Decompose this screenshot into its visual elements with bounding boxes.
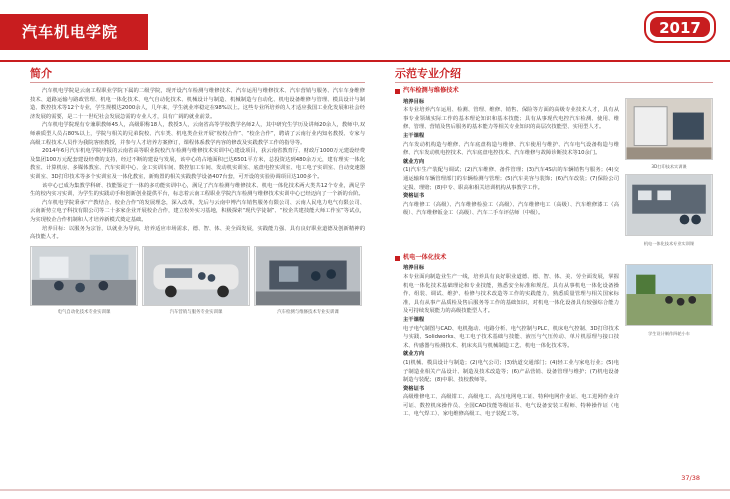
bullet-square-icon: [395, 89, 400, 94]
program-certs: 汽车维修工（高级）、汽车维修检验工（高级）、汽车维修电工（高级）、汽车维修漆工（高级）、汽车维修钣金工（高级）、汽车二手车评估师（中级）。: [403, 201, 619, 217]
section-divider: [395, 82, 713, 83]
label-goal: 培养目标: [403, 265, 425, 272]
college-title: 汽车机电学院: [22, 23, 119, 41]
intro-paragraph: 汽车机电学院现有专兼职教师45人，高级职称18人，教授3人，云南省高等学校教学名师2人，其中研究生学历及讲师20余人，教师中,双师素质型人员占80%以上，学院与相关的兄弟院校、汽车类、机电类企业开展“校校合作”、“校企合作”，聘请了云南行业内知名教授、专家与高级工程技术人员作为我院客座教授，并参与人才培养方案修订，课程体系教学内容的修改及实践教学工作的指导等。: [30, 122, 365, 146]
intro-paragraph: 2014年6月汽车机电学院申报的云南省高等职业院校汽车检测与维修技术实训中心建设项目，获云南省教育厅、财政厅1000万元建设经费及集团100万元配套建设经费的支持，经过不断的建设与发展，该中心的占地面积已达6501平方米，总投资达到480余万元，建有理实一体化教室、计算机房、多媒体教室、汽车实训中心、金工实训车间、数控加工车间、发动机实训室、底盘电控实训室、电工电子实训室、自动变速器实训室、3D打印技术等多个实训室及一体化教室，新购置的相关实践教学设备407台套，可开设的实验协调项目达100多个。: [30, 148, 365, 180]
badge-year: 2017: [659, 19, 701, 37]
lab-photo: [625, 98, 713, 160]
outdoor-photo: [625, 264, 713, 326]
program-jobs: (1)机械、模具设计与制造；(2)电气公司；(3)轨道交通部门；(4)轻工业与家电行业；(5)电子制造业相关产品设计、制造及技术改造等；(6)产品营销、设备管理与维护；(7)机电设备制造与装配；(8)中职、技校教师等。: [403, 359, 619, 384]
footer-divider: [0, 489, 730, 491]
label-certs: 资格证书: [403, 193, 425, 200]
header-divider: [0, 60, 730, 62]
label-certs: 资格证书: [403, 385, 425, 392]
classroom-photo: [254, 246, 362, 306]
program-certs: 高级维修电工、高级钳工、高级电工、高压电网电工证、特种电网作业证、电工进网作业许可证、数控机床操作员、全国CAD技能等级证书、电气设备安装工程师、特种操作证（电工、电气焊工）、家电维修高级工、电子装配工等。: [403, 394, 619, 418]
photo-caption: 机电一体化技术专业实训课: [643, 240, 695, 246]
program-auto-repair: [395, 98, 713, 251]
page-header: [0, 0, 730, 70]
program-goal: 本专业培养汽车运用、检测、管理、维修、销售、保险等方面的高级专业技术人才，具有从事专业领域实际工作的基本理论知识和基本技能；具有从事现代电控汽车检测、使用、维修、管理、营销及售后服务的基本能力等相关专业知识的高层次技能型、实用型人才。: [403, 107, 619, 131]
program-text: [395, 98, 619, 251]
intro-paragraph: 汽车机电学院秉承“产教结合、校企合作”的发展理念，深入改革，先后与云南中博汽车销售服务有限公司、云南人民电力电气有限公司、云南新势立电子科技有限公司等二十多家企业开展校企合作，建立校外实习基地，积极探索“现代学徒制”、“校企共建技能大师工作室”等试点，为实现校企合作机制和人才培养新模式奠定基础。: [30, 199, 365, 223]
label-goal: 培养目标: [403, 98, 425, 105]
label-jobs: 就业方向: [403, 351, 425, 358]
program-heading: [395, 254, 713, 263]
photo-electrical: [30, 246, 138, 317]
program-courses: 电子电气制图与CAD、电机拖动、电路分析、电气控制与PLC、机床电气控制、3D打印技术与实践、Solidworks、电工电子技术基础与技能、液压与气压传动、单片机原理与接口技术、传感器与检测技术、机床夹具与机械制造工艺、机电一体化技术等。: [403, 325, 619, 349]
bullet-square-icon: [395, 256, 400, 261]
intro-paragraph: 该中心已成为集教学科研、技能鉴定于一体的多功能实训中心，满足了汽车检测与维修技术、机电一体化技术两大类共12个专业，满足学生的校内实习实训，为学生的实践动手和创新创业提供平台，标志着云南工程职业学院汽车检测与维修技术实训中心已经迈向了一个新的台阶。: [30, 182, 365, 198]
photo-caption: 汽车检测与维修技术专业实训课: [277, 310, 339, 316]
classroom-photo: [30, 246, 138, 306]
program-photos: [625, 264, 713, 419]
program-name: 机电一体化技术: [403, 253, 447, 261]
lab-photo: [625, 174, 713, 236]
program-photos: [625, 98, 713, 251]
photo-inspection: [254, 246, 362, 317]
program-mechatronics: [395, 264, 713, 419]
intro-section: [30, 66, 365, 316]
intro-paragraph: 汽车机电学院是云南工程职业学院下属的二级学院，现开设汽车检测与维修技术、汽车运用与维修技术、汽车营销与服务、汽车车身维修技术、道路运输与路政管理、机电一体化技术、电气自动化技术、机械设计与制造、机械制造与自动化、机电设备维修与管理、模具设计与制造、数控技术等12个专业，学生规模达2000余人，几年来，学生就业率稳定在98%以上。这些专业所培养的人才适应我国工业化发展和社会经济发展的需要，是二十一世纪社会发展急需的专业人才，具有广阔的就业前景。: [30, 88, 365, 120]
program-text: [395, 264, 619, 419]
intro-title: 简介: [30, 67, 52, 80]
intro-photo-row: [30, 246, 365, 317]
programs-title: 示范专业介绍: [395, 67, 461, 80]
program-courses: 汽车发动机构造与维修、汽车底盘构造与维修、汽车使用与维护、汽车电气设备构造与维修、汽车发动机电控技术、汽车底盘电控技术、汽车维修与故障诊断技术等10余门。: [403, 141, 619, 157]
program-jobs: (1)汽车生产装配与调试；(2)汽车维修、备件管理；(3)汽车4S店的车辆销售与服务；(4)交通运输和车辆管理部门的车辆检测与管理；(5)汽车美容与装饰；(6)汽车改装；(7)保险公司定损、理赔；(8)中专、职高和相关培训机构从事教学工作。: [403, 167, 619, 191]
program-name: 汽车检测与维修技术: [403, 87, 459, 94]
photo-caption: 电气自动化技术专业实训课: [57, 310, 111, 316]
photo-caption: 学生设计制作四轮小车: [648, 330, 690, 336]
photo-sales: [142, 246, 250, 317]
program-goal: 本专业面向制造业生产一线，培养具有良好职业道德、德、智、体、美、劳全面发展，掌握机电一体化技术基础理论和专业技能，熟悉安全标准和规范，具有从事机电一体化设备操作、组装、调试、维护、检修与技术改造等工作的实践能力，熟悉质量管理与相关国家标准，具有从事产品质检及售后服务等工作的基础知识，对机电一体化设备具有较强综合能力及可持续发展能力的高级技能型人才。: [403, 273, 619, 315]
section-divider: [30, 82, 365, 83]
programs-section: [395, 66, 713, 419]
program-heading: [395, 87, 713, 96]
label-courses: 主干课程: [403, 316, 425, 323]
college-title-tab: [0, 14, 148, 50]
year-badge-logo: [644, 8, 716, 46]
photo-caption: 汽车营销与服务专业实训课: [169, 310, 223, 316]
classroom-photo: [142, 246, 250, 306]
label-courses: 主干课程: [403, 132, 425, 139]
page-number: 37/38: [681, 474, 700, 482]
photo-caption: 3D打印技术实训课: [651, 164, 687, 170]
intro-paragraph: 培养目标：以服务为宗旨，以就业为导向，培养适应市场需求，德、智、体、美全面发展，实践能力强、具有良好职业道德及创新精神的高技能人才。: [30, 225, 365, 241]
label-jobs: 就业方向: [403, 158, 425, 165]
